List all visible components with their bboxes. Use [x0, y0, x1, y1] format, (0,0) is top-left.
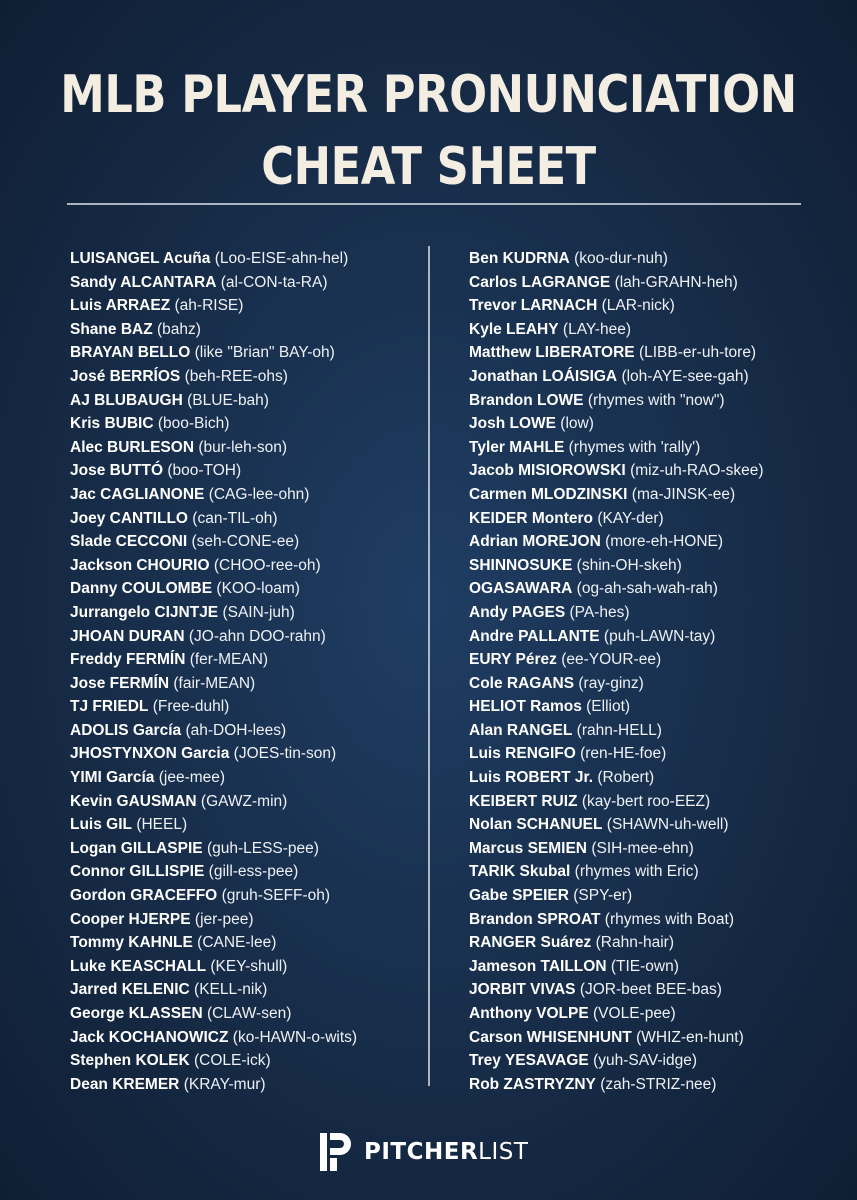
player-pronunciation: (miz-uh-RAO-skee) [630, 462, 764, 480]
player-name: Joey CANTILLO [70, 509, 188, 527]
player-pronunciation: (Rahn-hair) [595, 934, 675, 952]
player-name: RANGER Suárez [469, 934, 592, 952]
player-pronunciation: (kay-bert roo-EEZ) [581, 792, 711, 810]
brand-wordmark-light: LIST [478, 1139, 529, 1165]
player-entry [70, 672, 425, 696]
player-entry [469, 908, 849, 932]
player-entry [70, 813, 425, 837]
player-pronunciation: (lah-GRAHN-heh) [614, 273, 738, 291]
player-name: Danny COULOMBE [70, 580, 213, 598]
player-entry [469, 412, 849, 436]
footer-logo [318, 1130, 528, 1174]
player-pronunciation: (ah-DOH-lees) [185, 721, 287, 739]
player-name: Shane BAZ [70, 320, 153, 338]
player-entry [70, 436, 425, 460]
player-pronunciation: (gill-ess-pee) [208, 863, 299, 881]
player-entry [70, 884, 425, 908]
player-pronunciation: (KOO-loam) [216, 580, 300, 598]
player-pronunciation: (BLUE-bah) [187, 391, 269, 409]
player-entry [70, 648, 425, 672]
player-entry [469, 1073, 849, 1097]
column-divider [428, 246, 430, 1086]
player-entry [70, 294, 425, 318]
player-pronunciation: (seh-CONE-ee) [191, 533, 300, 551]
player-entry [469, 884, 849, 908]
player-pronunciation: (Robert) [597, 769, 655, 787]
player-name: TARIK Skubal [469, 863, 571, 881]
player-pronunciation: (fair-MEAN) [173, 674, 256, 692]
player-pronunciation: (LAY-hee) [562, 320, 631, 338]
player-pronunciation: (HEEL) [136, 816, 188, 834]
player-name: Nolan SCHANUEL [469, 816, 603, 834]
player-entry [70, 389, 425, 413]
player-pronunciation: (rhymes with Eric) [574, 863, 699, 881]
player-name: Freddy FERMÍN [70, 651, 186, 669]
player-name: Gordon GRACEFFO [70, 887, 218, 905]
player-pronunciation: (CLAW-sen) [206, 1005, 292, 1022]
player-pronunciation: (boo-TOH) [167, 462, 242, 480]
player-name: Kevin GAUSMAN [70, 792, 197, 810]
player-pronunciation: (CHOO-ree-oh) [213, 556, 321, 574]
player-entry [70, 530, 425, 554]
player-pronunciation: (like "Brian" BAY-oh) [194, 344, 335, 362]
player-pronunciation: (shin-OH-skeh) [576, 556, 682, 574]
player-pronunciation: (low) [560, 415, 594, 433]
player-entry [70, 695, 425, 719]
player-name: Luis ARRAEZ [70, 297, 171, 315]
player-entry [469, 695, 849, 719]
player-pronunciation: (JO-ahn DOO-rahn) [188, 627, 326, 645]
player-pronunciation: (jee-mee) [158, 769, 226, 787]
player-entry [469, 247, 849, 271]
player-name: EURY Pérez [469, 651, 557, 669]
player-name: ADOLIS García [70, 721, 182, 739]
player-pronunciation: (al-CON-ta-RA) [220, 273, 328, 291]
player-name: Logan GILLASPIE [70, 839, 203, 857]
player-name: YIMI García [70, 769, 155, 787]
player-name: Jac CAGLIANONE [70, 485, 205, 503]
page-title-line-1: MLB PLAYER PRONUNCIATION [60, 64, 797, 125]
player-entry [469, 790, 849, 814]
player-pronunciation: (GAWZ-min) [200, 792, 288, 810]
player-name: Alan RANGEL [469, 721, 573, 739]
player-entry [70, 601, 425, 625]
player-pronunciation: (Elliot) [586, 698, 631, 716]
player-pronunciation: (fer-MEAN) [189, 651, 269, 669]
player-pronunciation: (KELL-nik) [194, 981, 268, 999]
player-name: JHOSTYNXON Garcia [70, 745, 230, 763]
player-entry [469, 648, 849, 672]
player-name: Rob ZASTRYZNY [469, 1075, 596, 1093]
player-pronunciation: (KEY-shull) [210, 957, 288, 975]
player-entry [70, 341, 425, 365]
player-pronunciation: (rahn-HELL) [576, 721, 662, 739]
player-entry [70, 955, 425, 979]
player-pronunciation: (yuh-SAV-idge) [593, 1052, 698, 1070]
player-name: Luke KEASCHALL [70, 957, 207, 975]
player-entry [469, 955, 849, 979]
player-pronunciation: (SIH-mee-ehn) [591, 839, 694, 857]
player-pronunciation: (LAR-nick) [601, 297, 675, 315]
player-entry [469, 436, 849, 460]
player-name: AJ BLUBAUGH [70, 391, 183, 409]
player-pronunciation: (CAG-lee-ohn) [208, 485, 310, 503]
player-name: Kyle LEAHY [469, 320, 559, 338]
player-entry [70, 625, 425, 649]
player-name: LUISANGEL Acuña [70, 250, 211, 267]
player-name: Trey YESAVAGE [469, 1052, 589, 1070]
brand-wordmark-bold: PITCHER [364, 1139, 479, 1165]
player-pronunciation: (KRAY-mur) [183, 1075, 266, 1093]
player-name: Connor GILLISPIE [70, 863, 205, 881]
player-entry [469, 766, 849, 790]
player-name: Andre PALLANTE [469, 627, 600, 645]
player-entry [469, 507, 849, 531]
player-pronunciation: (ko-HAWN-o-wits) [232, 1028, 358, 1046]
player-name: Matthew LIBERATORE [469, 344, 635, 362]
player-name: Jurrangelo CIJNTJE [70, 603, 219, 621]
player-name: Kris BUBIC [70, 415, 154, 433]
player-name: SHINNOSUKE [469, 556, 573, 574]
player-entry [70, 412, 425, 436]
player-name: TJ FRIEDL [70, 698, 149, 716]
player-pronunciation: (ah-RISE) [174, 297, 244, 315]
player-pronunciation: (loh-AYE-see-gah) [621, 367, 749, 385]
player-entry [469, 813, 849, 837]
player-pronunciation: (JOR-beet BEE-bas) [579, 981, 722, 999]
player-name: KEIBERT RUIZ [469, 792, 578, 810]
player-entry [70, 1049, 425, 1073]
player-pronunciation: (koo-dur-nuh) [574, 250, 668, 267]
player-entry [469, 672, 849, 696]
player-entry [469, 719, 849, 743]
player-name: Luis RENGIFO [469, 745, 576, 763]
player-name: Josh LOWE [469, 415, 556, 433]
player-name: Jose BUTTÓ [70, 462, 164, 480]
player-entry [469, 625, 849, 649]
player-name: Trevor LARNACH [469, 297, 598, 315]
player-entry [469, 530, 849, 554]
player-pronunciation: (ma-JINSK-ee) [631, 485, 736, 503]
brand-wordmark [364, 1139, 528, 1165]
player-name: Anthony VOLPE [469, 1005, 589, 1022]
player-name: Tyler MAHLE [469, 438, 565, 456]
player-entry [469, 318, 849, 342]
player-pronunciation: (SHAWN-uh-well) [606, 816, 729, 834]
player-name: Slade CECCONI [70, 533, 188, 551]
player-name: Carlos LAGRANGE [469, 273, 611, 291]
player-entry [469, 341, 849, 365]
player-entry [469, 271, 849, 295]
player-entry [70, 1026, 425, 1050]
player-name: Ben KUDRNA [469, 250, 570, 267]
player-name: Dean KREMER [70, 1075, 180, 1093]
title-divider [67, 203, 801, 205]
player-name: Jackson CHOURIO [70, 556, 210, 574]
player-pronunciation: (ray-ginz) [578, 674, 644, 692]
player-entry [70, 271, 425, 295]
player-pronunciation: (TIE-own) [610, 957, 679, 975]
player-pronunciation: (more-eh-HONE) [605, 533, 724, 551]
player-name: Jack KOCHANOWICZ [70, 1028, 229, 1046]
player-name: BRAYAN BELLO [70, 344, 191, 362]
player-list-left [70, 247, 425, 1096]
player-name: OGASAWARA [469, 580, 573, 598]
player-name: Alec BURLESON [70, 438, 195, 456]
player-pronunciation: (SAIN-juh) [222, 603, 295, 621]
player-name: Carmen MLODZINSKI [469, 485, 628, 503]
player-pronunciation: (bahz) [157, 320, 201, 338]
player-list-right [469, 247, 849, 1096]
player-entry [469, 1049, 849, 1073]
player-pronunciation: (guh-LESS-pee) [206, 839, 319, 857]
player-pronunciation: (LIBB-er-uh-tore) [638, 344, 757, 362]
player-pronunciation: (JOES-tin-son) [233, 745, 337, 763]
page-title [60, 59, 797, 203]
player-name: Tommy KAHNLE [70, 934, 193, 952]
player-pronunciation: (CANE-lee) [197, 934, 277, 952]
player-entry [70, 931, 425, 955]
player-name: Jose FERMÍN [70, 674, 170, 692]
player-entry [70, 1002, 425, 1026]
player-pronunciation: (jer-pee) [194, 910, 254, 928]
player-name: Jameson TAILLON [469, 957, 607, 975]
player-name: Brandon SPROAT [469, 910, 601, 928]
player-name: Carson WHISENHUNT [469, 1028, 632, 1046]
player-pronunciation: (bur-leh-son) [198, 438, 288, 456]
player-entry [469, 1002, 849, 1026]
player-entry [469, 742, 849, 766]
player-pronunciation: (VOLE-pee) [593, 1005, 676, 1022]
player-pronunciation: (rhymes with 'rally') [568, 438, 701, 456]
player-pronunciation: (WHIZ-en-hunt) [636, 1028, 744, 1046]
player-entry [70, 483, 425, 507]
player-name: KEIDER Montero [469, 509, 593, 527]
page-title-line-2: CHEAT SHEET [261, 136, 596, 197]
player-name: Andy PAGES [469, 603, 566, 621]
player-pronunciation: (puh-LAWN-tay) [603, 627, 716, 645]
player-entry [70, 790, 425, 814]
player-pronunciation: (zah-STRIZ-nee) [600, 1075, 717, 1093]
player-name: Cooper HJERPE [70, 910, 191, 928]
player-entry [70, 742, 425, 766]
player-name: Jarred KELENIC [70, 981, 190, 999]
player-entry [70, 365, 425, 389]
player-pronunciation: (ren-HE-foe) [580, 745, 667, 763]
player-pronunciation: (Loo-EISE-ahn-hel) [214, 250, 349, 267]
pitcherlist-p-icon [318, 1131, 354, 1173]
player-entry [469, 483, 849, 507]
player-entry [70, 1073, 425, 1097]
player-entry [469, 365, 849, 389]
player-pronunciation: (gruh-SEFF-oh) [221, 887, 331, 905]
player-name: Adrian MOREJON [469, 533, 601, 551]
player-name: Jacob MISIOROWSKI [469, 462, 626, 480]
player-pronunciation: (KAY-der) [597, 509, 664, 527]
player-pronunciation: (ee-YOUR-ee) [561, 651, 662, 669]
player-name: JHOAN DURAN [70, 627, 185, 645]
player-name: JORBIT VIVAS [469, 981, 576, 999]
player-pronunciation: (SPY-er) [573, 887, 633, 905]
player-entry [469, 860, 849, 884]
player-name: Jonathan LOÁISIGA [469, 367, 618, 385]
player-entry [70, 766, 425, 790]
player-name: HELIOT Ramos [469, 698, 582, 716]
player-entry [70, 318, 425, 342]
player-name: Luis GIL [70, 816, 132, 834]
player-name: Gabe SPEIER [469, 887, 569, 905]
player-name: Sandy ALCANTARA [70, 273, 217, 291]
player-name: Cole RAGANS [469, 674, 575, 692]
player-pronunciation: (rhymes with Boat) [604, 910, 734, 928]
player-entry [469, 931, 849, 955]
player-name: José BERRÍOS [70, 367, 181, 385]
player-entry [70, 978, 425, 1002]
player-entry [70, 860, 425, 884]
player-name: Stephen KOLEK [70, 1052, 190, 1070]
player-entry [469, 577, 849, 601]
player-pronunciation: (rhymes with "now") [587, 391, 725, 409]
player-name: Luis ROBERT Jr. [469, 769, 594, 787]
player-entry [70, 554, 425, 578]
player-entry [70, 719, 425, 743]
player-entry [469, 389, 849, 413]
player-pronunciation: (boo-Bich) [157, 415, 230, 433]
player-name: Marcus SEMIEN [469, 839, 588, 857]
player-pronunciation: (COLE-ick) [194, 1052, 271, 1070]
player-entry [469, 554, 849, 578]
player-name: Brandon LOWE [469, 391, 584, 409]
player-pronunciation: (beh-REE-ohs) [184, 367, 288, 385]
player-pronunciation: (PA-hes) [569, 603, 630, 621]
player-pronunciation: (can-TIL-oh) [192, 509, 278, 527]
player-pronunciation: (og-ah-sah-wah-rah) [576, 580, 718, 598]
player-entry [469, 978, 849, 1002]
player-entry [70, 837, 425, 861]
player-entry [70, 577, 425, 601]
player-entry [469, 294, 849, 318]
player-entry [469, 459, 849, 483]
player-entry [70, 908, 425, 932]
player-entry [469, 837, 849, 861]
player-pronunciation: (Free-duhl) [152, 698, 230, 716]
player-entry [70, 459, 425, 483]
player-entry [70, 507, 425, 531]
player-entry [70, 247, 425, 271]
player-entry [469, 1026, 849, 1050]
player-entry [469, 601, 849, 625]
player-name: George KLASSEN [70, 1005, 203, 1022]
